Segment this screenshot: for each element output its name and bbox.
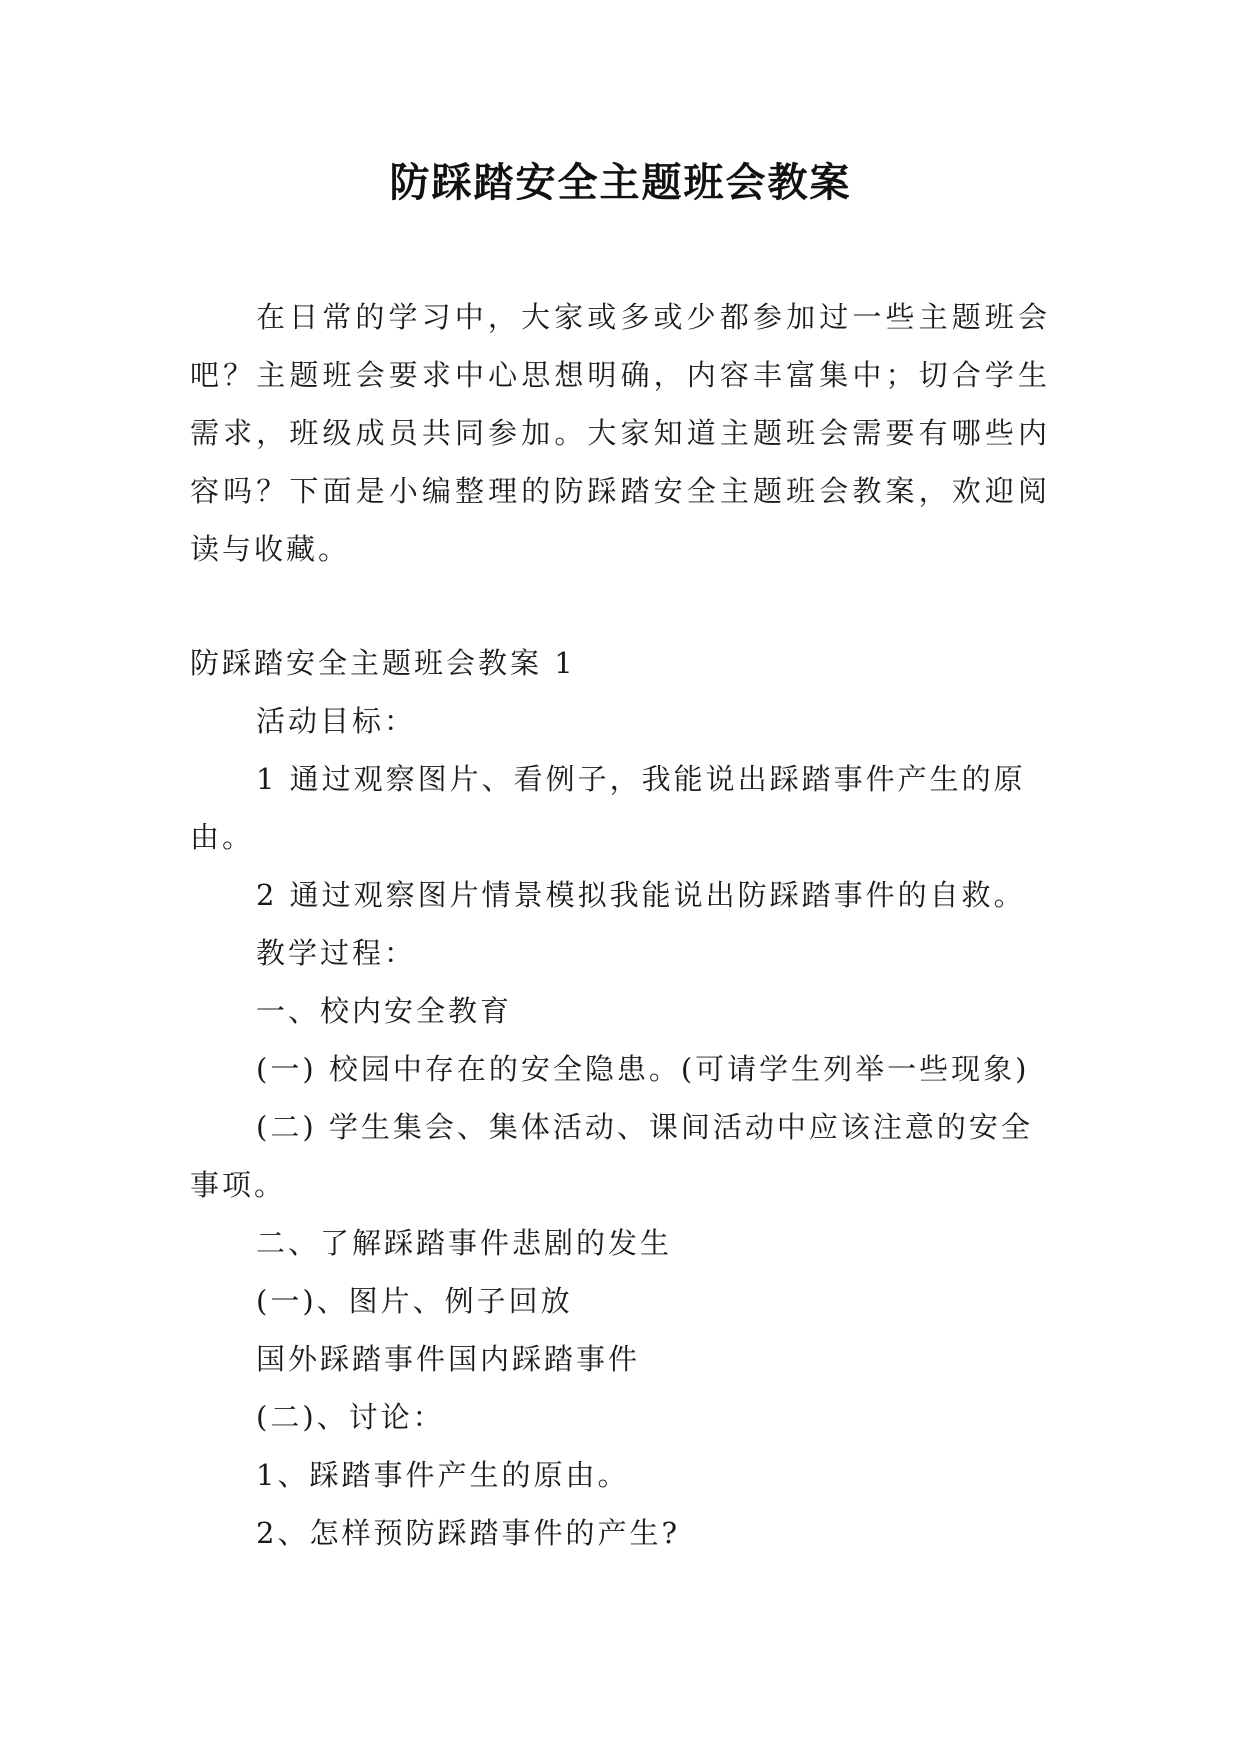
section-heading: 防踩踏安全主题班会教案 1	[190, 646, 576, 680]
part1-item-2: (二) 学生集会、集体活动、课间活动中应该注意的安全事项。	[190, 1110, 1033, 1202]
discussion-question-1: 1、踩踏事件产生的原由。	[256, 1458, 630, 1492]
part1-heading: 一、校内安全教育	[256, 994, 513, 1028]
goal-item-1: 1 通过观察图片、看例子，我能说出踩踏事件产生的原由。	[190, 762, 1026, 854]
goal-item-2: 2 通过观察图片情景模拟我能说出防踩踏事件的自救。	[256, 878, 1026, 912]
document-title: 防踩踏安全主题班会教案	[389, 159, 852, 206]
intro-paragraph: 在日常的学习中，大家或多或少都参加过一些主题班会吧？主题班会要求中心思想明确，内容丰富集中；切合学生需求，班级成员共同参加。大家知道主题班会需要有哪些内容吗？下面是小编整理的防踩踏安全主题班会教案，欢迎阅读与收藏。	[190, 300, 1050, 566]
process-label: 教学过程：	[256, 936, 417, 970]
goals-label: 活动目标：	[256, 704, 417, 738]
part2-item-2: (二)、讨论：	[256, 1400, 445, 1434]
part2-item-1-detail: 国外踩踏事件国内踩踏事件	[256, 1342, 641, 1376]
part1-item-1: (一) 校园中存在的安全隐患。(可请学生列举一些现象)	[256, 1052, 1030, 1086]
part2-item-1: (一)、图片、例子回放	[256, 1284, 573, 1318]
part2-heading: 二、了解踩踏事件悲剧的发生	[256, 1226, 673, 1260]
discussion-question-2: 2、怎样预防踩踏事件的产生?	[256, 1516, 680, 1550]
lesson-content	[190, 634, 1050, 1562]
